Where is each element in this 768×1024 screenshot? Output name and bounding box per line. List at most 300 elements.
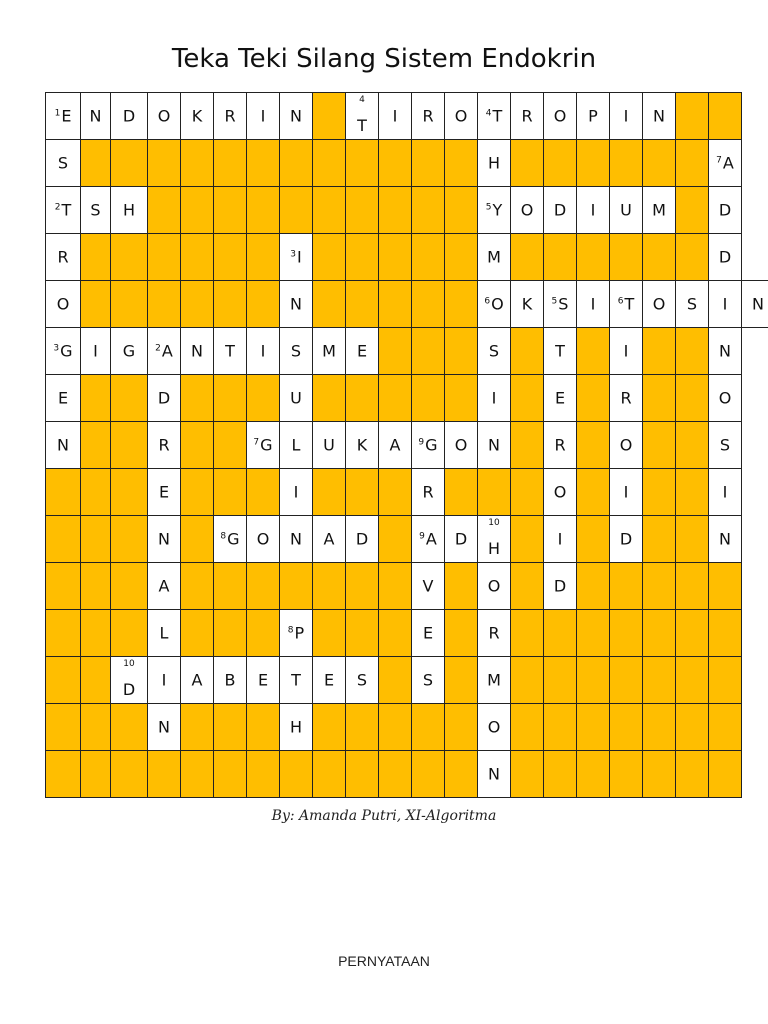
- letter-cell: [180, 327, 214, 375]
- filled-cell: [110, 139, 148, 187]
- filled-cell: [444, 562, 478, 610]
- cell-letter: D: [122, 106, 136, 126]
- letter-cell: [246, 327, 280, 375]
- cell-letter: N: [158, 529, 170, 549]
- cell-letter: P: [294, 623, 305, 643]
- clue-number: 2: [54, 202, 61, 213]
- cell-letter: D: [355, 529, 369, 549]
- letter-cell: [477, 421, 511, 469]
- cell-letter: R: [224, 106, 236, 126]
- filled-cell: [80, 233, 111, 281]
- filled-cell: [45, 750, 81, 798]
- filled-cell: [411, 374, 445, 422]
- filled-cell: [378, 233, 412, 281]
- filled-cell: [444, 656, 478, 704]
- filled-cell: [510, 609, 544, 657]
- cell-letter: O: [454, 106, 468, 126]
- clue-number: 4: [359, 95, 365, 105]
- filled-cell: [510, 139, 544, 187]
- filled-cell: [45, 656, 81, 704]
- filled-cell: [510, 374, 544, 422]
- letter-cell: [45, 92, 81, 140]
- filled-cell: [80, 139, 111, 187]
- cell-letter: O: [487, 717, 501, 737]
- letter-cell: [708, 515, 742, 563]
- filled-cell: [180, 609, 214, 657]
- filled-cell: [708, 562, 742, 610]
- cell-letter: O: [520, 200, 534, 220]
- clue-number: 3: [290, 249, 296, 260]
- clue-number: 9: [418, 437, 425, 448]
- letter-cell: [279, 656, 313, 704]
- letter-cell: [477, 139, 511, 187]
- letter-cell: [609, 374, 643, 422]
- filled-cell: [345, 374, 379, 422]
- cell-letter: R: [57, 247, 69, 267]
- cell-letter: N: [158, 717, 170, 737]
- letter-cell: [246, 421, 280, 469]
- cell-letter: I: [392, 106, 398, 126]
- filled-cell: [510, 656, 544, 704]
- filled-cell: [642, 233, 676, 281]
- letter-cell: [279, 421, 313, 469]
- letter-cell: [110, 656, 148, 704]
- filled-cell: [213, 374, 247, 422]
- letter-cell: [279, 92, 313, 140]
- filled-cell: [213, 139, 247, 187]
- letter-cell: [543, 327, 577, 375]
- cell-letter: N: [290, 294, 302, 314]
- filled-cell: [345, 233, 379, 281]
- filled-cell: [642, 656, 676, 704]
- cell-letter: A: [323, 529, 335, 549]
- cell-letter: G: [122, 341, 136, 361]
- letter-cell: [411, 609, 445, 657]
- letter-cell: [477, 515, 511, 563]
- cell-letter: E: [422, 623, 434, 643]
- letter-cell: [279, 609, 313, 657]
- filled-cell: [378, 609, 412, 657]
- cell-letter: I: [293, 482, 299, 502]
- letter-cell: [312, 421, 346, 469]
- filled-cell: [642, 750, 676, 798]
- filled-cell: [444, 327, 478, 375]
- filled-cell: [80, 468, 111, 516]
- filled-cell: [675, 703, 709, 751]
- cell-letter: S: [488, 341, 500, 361]
- filled-cell: [279, 750, 313, 798]
- cell-letter: D: [718, 247, 732, 267]
- author-credit: By: Amanda Putri, XI-Algoritma: [271, 808, 497, 824]
- filled-cell: [345, 280, 379, 328]
- cell-letter: D: [157, 388, 171, 408]
- cell-letter: G: [260, 435, 273, 455]
- filled-cell: [444, 233, 478, 281]
- cell-letter: E: [61, 106, 72, 126]
- letter-cell: [147, 92, 181, 140]
- cell-letter: U: [290, 388, 302, 408]
- cell-letter: S: [422, 670, 434, 690]
- filled-cell: [345, 609, 379, 657]
- letter-cell: [345, 421, 379, 469]
- filled-cell: [180, 139, 214, 187]
- cell-letter: I: [491, 388, 497, 408]
- letter-cell: [147, 656, 181, 704]
- filled-cell: [576, 750, 610, 798]
- filled-cell: [213, 750, 247, 798]
- cell-letter: O: [157, 106, 171, 126]
- filled-cell: [246, 609, 280, 657]
- filled-cell: [642, 468, 676, 516]
- letter-cell: [444, 515, 478, 563]
- clue-number: 6: [617, 296, 624, 307]
- cell-letter: M: [652, 200, 666, 220]
- cell-letter: H: [487, 539, 501, 558]
- letter-cell: [345, 656, 379, 704]
- filled-cell: [246, 750, 280, 798]
- filled-cell: [642, 374, 676, 422]
- filled-cell: [180, 186, 214, 234]
- cell-letter: N: [89, 106, 102, 126]
- filled-cell: [279, 562, 313, 610]
- letter-cell: [147, 327, 181, 375]
- letter-cell: [642, 186, 676, 234]
- letter-cell: [45, 139, 81, 187]
- cell-letter: T: [225, 341, 235, 361]
- clue-number: 2: [155, 343, 161, 354]
- filled-cell: [180, 562, 214, 610]
- cell-letter: I: [557, 529, 563, 549]
- cell-letter: E: [158, 482, 170, 502]
- letter-cell: [708, 468, 742, 516]
- letter-cell: [510, 186, 544, 234]
- cell-letter: A: [425, 529, 437, 549]
- filled-cell: [510, 421, 544, 469]
- letter-cell: [180, 92, 214, 140]
- filled-cell: [411, 327, 445, 375]
- cell-letter: O: [256, 529, 270, 549]
- cell-letter: I: [260, 106, 266, 126]
- letter-cell: [246, 92, 280, 140]
- cell-letter: N: [719, 529, 731, 549]
- filled-cell: [675, 327, 709, 375]
- letter-cell: [477, 186, 511, 234]
- filled-cell: [411, 750, 445, 798]
- letter-cell: [213, 656, 247, 704]
- filled-cell: [543, 139, 577, 187]
- letter-cell: [312, 656, 346, 704]
- cell-letter: R: [620, 388, 632, 408]
- cell-letter: R: [488, 623, 500, 643]
- letter-cell: [80, 186, 111, 234]
- cell-letter: N: [719, 341, 731, 361]
- filled-cell: [312, 233, 346, 281]
- letter-cell: [80, 327, 111, 375]
- filled-cell: [147, 280, 181, 328]
- clue-number: 8: [287, 625, 294, 636]
- filled-cell: [609, 609, 643, 657]
- letter-cell: [312, 515, 346, 563]
- filled-cell: [642, 515, 676, 563]
- letter-cell: [510, 280, 544, 328]
- letter-cell: [444, 92, 478, 140]
- cell-letter: S: [686, 294, 698, 314]
- filled-cell: [510, 468, 544, 516]
- clue-number: 8: [220, 531, 227, 542]
- cell-letter: I: [722, 294, 728, 314]
- letter-cell: [45, 186, 81, 234]
- letter-cell: [279, 374, 313, 422]
- cell-letter: K: [521, 294, 533, 314]
- filled-cell: [345, 703, 379, 751]
- cell-letter: E: [356, 341, 368, 361]
- filled-cell: [110, 374, 148, 422]
- filled-cell: [312, 186, 346, 234]
- cell-letter: O: [718, 388, 732, 408]
- filled-cell: [576, 421, 610, 469]
- cell-letter: R: [554, 435, 566, 455]
- cell-letter: E: [57, 388, 69, 408]
- letter-cell: [477, 233, 511, 281]
- filled-cell: [246, 468, 280, 516]
- cell-letter: A: [722, 153, 734, 173]
- cell-letter: D: [122, 680, 136, 699]
- filled-cell: [642, 703, 676, 751]
- filled-cell: [213, 421, 247, 469]
- filled-cell: [708, 656, 742, 704]
- cell-letter: N: [488, 435, 500, 455]
- letter-cell: [576, 92, 610, 140]
- filled-cell: [312, 92, 346, 140]
- filled-cell: [576, 703, 610, 751]
- cell-letter: M: [322, 341, 336, 361]
- cell-letter: L: [291, 435, 301, 455]
- filled-cell: [675, 750, 709, 798]
- filled-cell: [213, 562, 247, 610]
- filled-cell: [246, 186, 280, 234]
- letter-cell: [609, 515, 643, 563]
- filled-cell: [378, 280, 412, 328]
- cell-letter: K: [191, 106, 203, 126]
- letter-cell: [345, 92, 379, 140]
- letter-cell: [213, 515, 247, 563]
- cell-letter: O: [487, 576, 501, 596]
- letter-cell: [543, 562, 577, 610]
- cell-letter: N: [290, 529, 302, 549]
- filled-cell: [45, 468, 81, 516]
- filled-cell: [708, 750, 742, 798]
- filled-cell: [642, 139, 676, 187]
- filled-cell: [345, 139, 379, 187]
- cell-letter: O: [619, 435, 633, 455]
- filled-cell: [312, 609, 346, 657]
- clue-number: 10: [488, 518, 500, 528]
- filled-cell: [675, 562, 709, 610]
- filled-cell: [510, 233, 544, 281]
- filled-cell: [246, 233, 280, 281]
- letter-cell: [543, 374, 577, 422]
- filled-cell: [312, 750, 346, 798]
- filled-cell: [213, 609, 247, 657]
- clue-number: 9: [419, 531, 425, 542]
- filled-cell: [576, 468, 610, 516]
- filled-cell: [543, 703, 577, 751]
- cell-letter: O: [454, 435, 468, 455]
- filled-cell: [477, 468, 511, 516]
- cell-letter: G: [60, 341, 73, 361]
- filled-cell: [609, 233, 643, 281]
- filled-cell: [110, 515, 148, 563]
- letter-cell: [543, 515, 577, 563]
- filled-cell: [180, 750, 214, 798]
- cell-letter: G: [227, 529, 240, 549]
- filled-cell: [411, 233, 445, 281]
- letter-cell: [147, 515, 181, 563]
- cell-letter: H: [487, 153, 501, 173]
- letter-cell: [45, 421, 81, 469]
- filled-cell: [45, 609, 81, 657]
- letter-cell: [675, 280, 709, 328]
- letter-cell: [741, 280, 768, 328]
- cell-letter: N: [191, 341, 203, 361]
- cell-letter: U: [620, 200, 632, 220]
- cell-letter: O: [491, 294, 504, 314]
- filled-cell: [411, 703, 445, 751]
- filled-cell: [180, 280, 214, 328]
- cell-letter: I: [623, 482, 629, 502]
- letter-cell: [345, 515, 379, 563]
- filled-cell: [675, 609, 709, 657]
- filled-cell: [609, 562, 643, 610]
- letter-cell: [411, 92, 445, 140]
- filled-cell: [345, 562, 379, 610]
- filled-cell: [180, 374, 214, 422]
- letter-cell: [213, 327, 247, 375]
- letter-cell: [45, 327, 81, 375]
- filled-cell: [110, 750, 148, 798]
- filled-cell: [312, 139, 346, 187]
- cell-letter: I: [260, 341, 266, 361]
- filled-cell: [213, 280, 247, 328]
- filled-cell: [378, 656, 412, 704]
- cell-letter: G: [425, 435, 438, 455]
- filled-cell: [444, 139, 478, 187]
- filled-cell: [45, 562, 81, 610]
- letter-cell: [477, 562, 511, 610]
- filled-cell: [642, 421, 676, 469]
- letter-cell: [378, 421, 412, 469]
- clue-number: 7: [253, 437, 260, 448]
- cell-letter: E: [323, 670, 335, 690]
- cell-letter: S: [90, 200, 101, 220]
- cell-letter: A: [389, 435, 401, 455]
- cell-letter: O: [652, 294, 666, 314]
- cell-letter: S: [558, 294, 569, 314]
- filled-cell: [180, 468, 214, 516]
- cell-letter: N: [653, 106, 665, 126]
- cell-letter: A: [191, 670, 203, 690]
- filled-cell: [213, 703, 247, 751]
- letter-cell: [708, 421, 742, 469]
- letter-cell: [642, 92, 676, 140]
- filled-cell: [80, 562, 111, 610]
- filled-cell: [444, 609, 478, 657]
- filled-cell: [246, 562, 280, 610]
- letter-cell: [279, 515, 313, 563]
- filled-cell: [147, 233, 181, 281]
- letter-cell: [312, 327, 346, 375]
- filled-cell: [80, 374, 111, 422]
- letter-cell: [609, 186, 643, 234]
- clue-number: 1: [54, 108, 61, 119]
- cell-letter: O: [553, 482, 567, 502]
- filled-cell: [110, 280, 148, 328]
- clue-number: 4: [485, 108, 492, 119]
- cell-letter: I: [623, 106, 629, 126]
- letter-cell: [246, 515, 280, 563]
- filled-cell: [609, 139, 643, 187]
- filled-cell: [180, 515, 214, 563]
- letter-cell: [411, 656, 445, 704]
- cell-letter: R: [521, 106, 533, 126]
- letter-cell: [609, 421, 643, 469]
- filled-cell: [576, 609, 610, 657]
- letter-cell: [477, 609, 511, 657]
- filled-cell: [675, 468, 709, 516]
- letter-cell: [45, 280, 81, 328]
- footer-text: PERNYATAAN: [338, 953, 430, 969]
- cell-letter: T: [357, 116, 367, 135]
- letter-cell: [510, 92, 544, 140]
- filled-cell: [708, 609, 742, 657]
- cell-letter: S: [57, 153, 69, 173]
- filled-cell: [675, 421, 709, 469]
- filled-cell: [110, 468, 148, 516]
- filled-cell: [510, 515, 544, 563]
- filled-cell: [543, 750, 577, 798]
- letter-cell: [609, 280, 643, 328]
- cell-letter: K: [356, 435, 368, 455]
- cell-letter: N: [57, 435, 69, 455]
- filled-cell: [147, 750, 181, 798]
- cell-letter: D: [553, 200, 567, 220]
- letter-cell: [411, 515, 445, 563]
- cell-letter: D: [553, 576, 567, 596]
- filled-cell: [345, 750, 379, 798]
- filled-cell: [312, 562, 346, 610]
- filled-cell: [110, 421, 148, 469]
- letter-cell: [708, 280, 742, 328]
- filled-cell: [246, 139, 280, 187]
- filled-cell: [378, 139, 412, 187]
- letter-cell: [411, 421, 445, 469]
- letter-cell: [609, 468, 643, 516]
- cell-letter: T: [492, 106, 503, 126]
- cell-letter: I: [161, 670, 167, 690]
- cell-letter: R: [422, 482, 434, 502]
- cell-letter: H: [122, 200, 136, 220]
- letter-cell: [477, 280, 511, 328]
- letter-cell: [110, 327, 148, 375]
- filled-cell: [80, 750, 111, 798]
- letter-cell: [180, 656, 214, 704]
- filled-cell: [110, 703, 148, 751]
- cell-letter: N: [488, 764, 500, 784]
- filled-cell: [708, 92, 742, 140]
- filled-cell: [675, 515, 709, 563]
- letter-cell: [477, 703, 511, 751]
- letter-cell: [279, 327, 313, 375]
